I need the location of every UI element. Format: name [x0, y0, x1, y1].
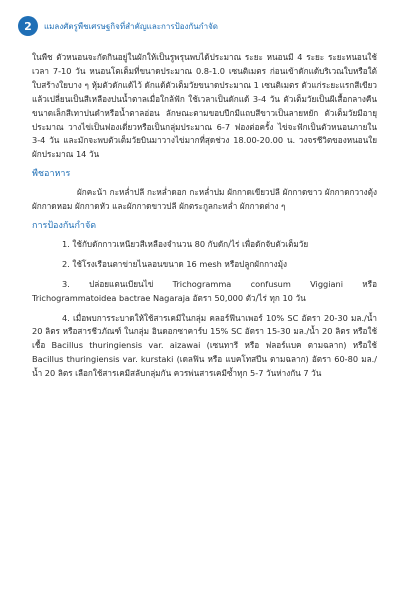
intro-paragraph: ในพืช ตัวหนอนจะกัดกินอยู่ในผักให้เป็นรูพรุนพบได้ประมาณ ระยะ หนอนมี 4 ระยะ ระยะหนอนใช้เวลา 7-10 วัน หนอนโตเต็มที่ขนาดประมาณ 0.8-1.0 เซนติเมตร ก่อนเข้าดักแด้บริเวณใบหรือใต้ใบสร้างใยบาง ๆ หุ้มตัวดักแด้ไว้ ดักแด้ตัวเต็มวัยขนาดประมาณ 1 เซนติเมตร ตัวแก่ระยะแรกสีเขียว แล้วเปลี่ยนเป็นสีเหลืองปนน้ำตาลเมื่อใกล้ฟัก ใช้เวลาเป็นดักแด้ 3-4 วัน ตัวเต็มวัยเป็นผีเสื้อกลางคืนขนาดเล็กสีเทาปนดำหรือน้ำตาลอ่อน ลักษณะตามขอบปีกมีแถบสีขาวเป็นลายหยัก ตัวเต็มวัยมีอายุประมาณ วางไข่เป็นฟองเดี่ยวหรือเป็นกลุ่มประมาณ 6-7 ฟองต่อครั้ง ไข่จะฟักเป็นตัวหนอนภายใน 3-4 วัน และมักจะพบตัวเต็มวัยบินมาวางไข่มากที่สุดช่วง 18.00-20.00 น. วงจรชีวิตของหนอนใยผักประมาณ 14 วัน [32, 52, 377, 160]
control-heading: การป้องกันกำจัด [32, 220, 97, 231]
control-item-1: 1. ใช้กับดักกาวเหนียวสีเหลืองจำนวน 80 กับดัก/ไร่ เพื่อดักจับตัวเต็มวัย [62, 238, 309, 249]
page-header [18, 16, 218, 36]
page-number-badge: 2 [18, 16, 38, 36]
host-plants-heading: พืชอาหาร [32, 169, 71, 180]
control-item-2: 2. ใช้โรงเรือนตาข่ายไนลอนขนาด 16 mesh หรือปลูกผักกางมุ้ง [62, 258, 288, 269]
main-content [32, 51, 377, 381]
host-plants-paragraph: ผักคะน้า กะหล่ำปลี กะหล่ำดอก กะหล่ำปม ผักกาดเขียวปลี ผักกาดขาว ผักกาดกวางตุ้ง ผักกาดหอม ผักกาดหัว และผักกาดขาวปลี ผักตระกูลกะหล่ำ ผักกาดต่าง ๆ [32, 187, 377, 212]
running-header-title: แมลงศัตรูพืชเศรษฐกิจที่สำคัญและการป้องกันกำจัด [44, 21, 218, 31]
control-item-4: 4. เมื่อพบการระบาดให้ใช้สารเคมีในกลุ่ม คลอร์ฟีนาเพอร์ 10% SC อัตรา 20-30 มล./น้ำ 20 ลิตร หรือสารชีวภัณฑ์ ในกลุ่ม อินดอกซาคาร์บ 15% SC อัตรา 15-30 มล./น้ำ 20 ลิตร หรือใช้เชื้อ Bacillus thuringiensis var. aizawai (เซนทารี หรือ ฟลอร์แบค ตามฉลาก) หรือใช้ Bacillus thuringiensis var. kurstaki (เดลฟิน หรือ แบคโทสปีน ตามฉลาก) อัตรา 60-80 มล./น้ำ 20 ลิตร เลือกใช้สารเคมีสลับกลุ่มกัน ควรพ่นสารเคมีซ้ำทุก 5-7 วันห่างกัน 7 วัน [32, 312, 377, 379]
control-item-3: 3. ปล่อยแตนเบียนไข่ Trichogramma confusum Viggiani หรือ Trichogrammatoidea bactrae Nagaraja อัตรา 50,000 ตัว/ไร่ ทุก 10 วัน [32, 278, 377, 303]
